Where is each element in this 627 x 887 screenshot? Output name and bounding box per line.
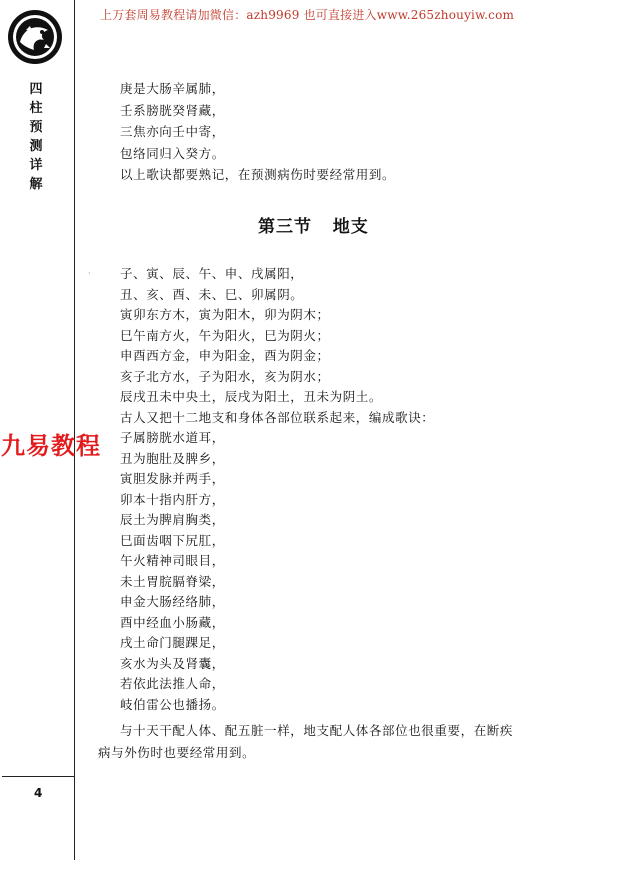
section-heading: 第三节 地支 [258,217,369,237]
verse-line: 酉中经血小肠藏， [120,614,225,630]
verse-line: 辰土为脾肩胸类， [120,512,225,527]
verse-line: 三焦亦向壬中寄， [120,124,225,140]
taiji-dragon-seal-icon [6,8,64,66]
verse-line: 壬系膀胱癸肾藏， [120,102,225,118]
verse-line: 申金大肠经络肺， [120,594,225,609]
title-char: 解 [29,177,43,192]
verse-line: 包络同归入癸方。 [120,145,225,161]
title-char: 预 [29,120,43,135]
closing-paragraph [98,720,568,764]
text-line: 巳午南方火，午为阳火，巳为阴火； [120,327,330,343]
text-line: 丑、亥、酉、未、巳、卯属阴。 [120,286,304,302]
verse-line: 戌土命门腿踝足， [120,635,225,650]
verse-line: 以上歌诀都要熟记，在预测病伤时要经常用到。 [120,167,396,183]
paragraph-line: 病与外伤时也要经常用到。 [98,745,256,760]
verse-line: 寅胆发脉并两手， [120,471,225,486]
verse-line: 丑为胞肚及脾乡， [120,450,225,466]
verse-line: 巳面齿咽下尻肛， [120,532,225,548]
text-line: 寅卯东方木，寅为阳木，卯为阴木； [120,307,330,322]
promo-banner[interactable]: 上万套周易教程请加微信：azh9969 也可直接进入www.265zhouyiw.com [100,8,515,22]
verse-line: 庚是大肠辛属肺， [120,81,225,96]
paragraph-line: 与十天干配人体、配五脏一样，地支配人体各部位也很重要，在断疾 [120,723,514,738]
title-char: 四 [29,82,43,97]
title-char: 详 [29,158,43,173]
text-line: 辰戌丑未中央土，辰戌为阳土，丑未为阴土。 [120,389,383,404]
page-number: 4 [34,786,43,800]
watermark-logo: 九易教程 [1,432,101,460]
footer-divider [2,776,74,777]
text-line: 亥子北方水，子为阳水，亥为阴水； [120,368,330,384]
book-title-vertical [26,80,46,194]
verse-line: 子属膀胱水道耳， [120,430,225,445]
verse-line: 若依此法推人命， [120,676,225,691]
text-line: 子、寅、辰、午、申、戌属阳， [120,266,304,281]
text-line: 古人又把十二地支和身体各部位联系起来，编成歌诀： [120,409,435,425]
verse-line: 午火精神司眼目， [120,553,225,568]
verse-line: 亥水为头及肾囊， [120,655,225,671]
verse-line: 未土胃脘膈脊梁， [120,573,225,589]
verse-block-stems [120,78,560,186]
title-char: 测 [29,139,43,154]
earthly-branches-block [120,264,580,715]
scan-mark: · [88,269,91,278]
verse-line: 岐伯雷公也播扬。 [120,696,225,712]
text-line: 申酉西方金，申为阳金，酉为阴金； [120,348,330,363]
verse-line: 卯本十指内肝方， [120,491,225,507]
title-char: 柱 [29,101,43,116]
